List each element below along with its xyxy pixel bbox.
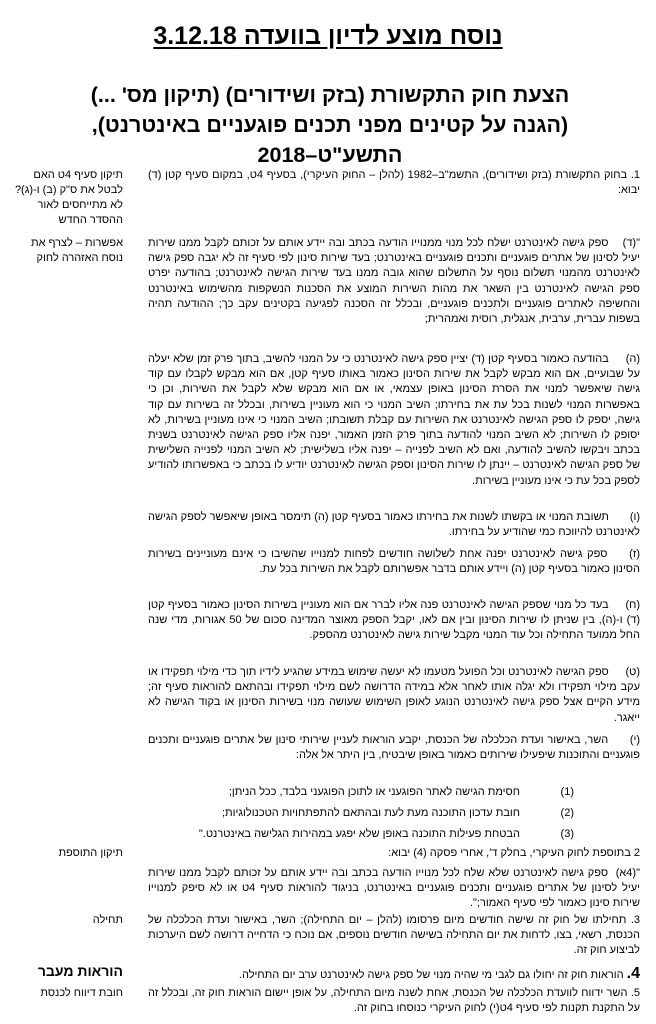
subsection-h	[148, 352, 640, 489]
subsection-text: ספק הגישה לאינטרנט וכל הפועל מטעמו לא יעשה שימוש במידע שהגיע לידיו תוך כדי מילוי תפקידו או עקב מילוי תפקידו ולא יגלה אותו לאחר אלא במידה הדרושה לשם מילוי תפקידו ובהתאם להוראות סעיף זה; מידע הקיים אצל ספק גישה לאינטרנט הנוגע לאופן השימוש שעושה מנוי בשירות הסינון או בקוד הגישה לא ייאגר.	[148, 666, 640, 724]
subsection-het	[148, 598, 640, 644]
margin-note: תחילה	[92, 914, 123, 926]
section-text: בתוספת לחוק העיקרי, בחלק ד', אחרי פסקה (4) יבוא:	[388, 847, 631, 859]
margin-note: חובת דיווח לכנסת	[40, 987, 123, 999]
subsection-text: ספק גישה לאינטרנט יפנה אחת לשלושה חודשים לפחות למנוייו שהשיבו כי אינם מעוניינים בשירות הסינון כאמור בסעיף קטן (ה) ויידע אותם בדבר אפשרותם לקבל את השירות בכל עת.	[148, 548, 640, 576]
section-number: 4.	[626, 965, 640, 982]
subsection-text: בעד כל מנוי שספק הגישה לאינטרנט פנה אליו לברר אם הוא מעוניין בשירות הסינון כאמור בסעיף קטן (ד) ו-(ה), בין שניתן לו שירות הסינון ובין אם לאו, יקבל הספק מאוצר המדינה סכום של 50 אגורות, מדי שנה החל ממועד התחילה וכל עוד המנוי מקבל שירות גישה לאינטרנט מהספק.	[148, 599, 640, 642]
section-text: בחוק התקשורת (בזק ושידורים), התשמ"ב–1982 (להלן – החוק העיקרי), בסעיף 4ט, במקום סעיף קטן (ד) יבוא:	[148, 169, 640, 197]
title-line: (הגנה על קטינים מפני תכנים פוגעניים באינטרנט),	[91, 113, 569, 137]
section-4	[148, 966, 640, 983]
section-number: 3.	[630, 914, 641, 926]
subsection-label: "(4א)	[615, 867, 640, 879]
section-2-item	[148, 866, 640, 912]
section-5	[148, 986, 640, 1016]
section-text: הוראות חוק זה יחולו גם לגבי מי שהיה מנוי של ספק גישה לאינטרנט ערב יום התחילה.	[238, 969, 624, 981]
list-item-number: (1)	[560, 786, 574, 798]
page-heading: נוסח מוצע לדיון בוועדה 3.12.18	[153, 22, 503, 50]
list-item-text: חסימת הגישה לאתר הפוגעני או לתוכן הפוגעני בלבד, ככל הניתן;	[228, 786, 520, 798]
subsection-text: בהודעה כאמור בסעיף קטן (ד) יציין ספק גישה לאינטרנט כי על המנוי להשיב, בתוך פרק זמן שלא יעלה על שבועיים, אם הוא מבקש לקבל את שירות הסינון כאמור באותו סעיף קטן, אם הוא מבקש לקבלו עם קוד גישה שיאפשר למנוי את הסרת הסינון באופן עצמאי, או אם הוא מבקש שלא לקבל את השירות, וכן כי באפשרות המנוי לשנות בכל עת את בחירתו; השיב המנוי כי הוא מעוניין בשירות, ובכלל זה בשירות עם קוד גישה, יספק לו ספק הגישה לאינטרנט את השירות עם קבלת תשובתו; השיב המנוי כי אינו מעוניין בשירות, לא יסופק לו השירות; לא השיב המנוי להודעה בתוך פרק הזמן האמור, יפנה אליו ספק הגישה לאינטרנט בשנית בכתב ויבקשו להשיב להודעה, ואם לא השיב לפנייה – יפנה אליו בשלישית; לא השיב המנוי לפנייה השלישית של ספק הגישה לאינטרנט – יינתן לו שירות הסינון וספק הגישה לאינטרנט יודיע לו בכתב כי באפשרותו להודיע לספק בכל עת כי אינו מעוניין בשירות.	[148, 353, 640, 487]
section-number: 2	[633, 847, 640, 859]
margin-note: תיקון התוספת	[58, 847, 123, 859]
title-line: הצעת חוק התקשורת (בזק ושידורים) (תיקון מס' ...)	[90, 83, 570, 107]
subsection-z	[148, 547, 640, 577]
subsection-label: (ז)	[629, 548, 640, 560]
subsection-label: (ו)	[629, 511, 640, 523]
section-3	[148, 913, 640, 959]
list-item-text: חובת עדכון התוכנה מעת לעת ובהתאם להתפתחויות הטכנולוגיות;	[221, 807, 520, 819]
margin-note: אפשרות – לצרף את נוסח האזהרה לחוק	[31, 237, 123, 264]
subsection-d	[148, 236, 640, 327]
bill-title	[30, 80, 630, 170]
subsection-text: השר, באישור ועדת הכלכלה של הכנסת, יקבע הוראות לעניין שירותי סינון של אתרים פוגעניים ותכנים פוגעניים והתוכנות שיפעילו שירותים כאמור באופן שיבטיח, בין היתר אל אלה:	[148, 734, 640, 762]
section-1-intro	[148, 168, 640, 198]
section-number: 1.	[630, 169, 640, 181]
section-number: 5.	[630, 987, 640, 999]
subsection-label: (ה)	[625, 353, 640, 365]
section-2	[148, 846, 640, 861]
list-item-text: הבטחת פעילות התוכנה באופן שלא יפגע במהירות הגלישה באינטרנט."	[198, 828, 520, 840]
subsection-y	[148, 733, 640, 763]
subsection-tet	[148, 665, 640, 726]
subsection-text: ספק גישה לאינטרנט שלא שלח לכל מנוייו הודעה בכתב ובה יידע אותם על זכותם לקבל ממנו שירות יעיל לסינון של אתרים פוגעניים ותכנים פוגעניים באינטרנט, בניגוד להוראות סעיף 4ט או לא סיפק למנוייו שירות סינון כאמור לפי סעיף האמור;".	[148, 867, 641, 910]
list-item-number: (2)	[560, 807, 574, 819]
subsection-text: ספק גישה לאינטרנט ישלח לכל מנוי ממנוייו הודעה בכתב ובה יידע אותם על זכותם לקבל ממנו שירות יעיל לסינון של אתרים פוגעניים ותכנים פוגעניים באינטרנט; בעד שירות סינון לפי סעיף זה לא יגבה ספק גישה לאינטרנט מהמנוי תשלום נוסף על התשלום שהוא גובה ממנו בעד שירות הגישה לאינטרנט; בהודעה יפרט ספק הגישה לאינטרנט בין השאר את מהות השירות המוצע את הסכנות הנשקפות מהשימוש באינטרנט והחשיפה לאתרים פוגעניים ולתכנים פוגעניים, ובכלל זה הסכנה לפגיעה בקטינים עקב כך; ההודעה תהיה בשפות עברית, ערבית, אנגלית, רוסית ואמהרית;	[148, 237, 640, 326]
subsection-v	[148, 510, 640, 540]
section-text: השר ידווח לוועדת הכלכלה של הכנסת, אחת לשנה מיום התחילה, על אופן יישום הוראות חוק זה, ובכלל זה על התקנת תקנות לפי סעיף 4ט(י) לחוק העיקרי כנוסחו בחוק זה.	[148, 987, 640, 1015]
subsection-label: (י)	[629, 734, 641, 746]
subsection-label: (ח)	[625, 599, 641, 611]
title-line: התשע"ט–2018	[257, 143, 403, 167]
margin-note: הוראות מעבר	[37, 963, 123, 979]
margin-note: תיקון סעיף 4ט האם לבטל את ס"ק (ב) ו-(ג)? לא מתייחסים לאור ההסדר החדש	[14, 169, 123, 226]
subsection-label: "(ד)	[622, 237, 640, 249]
subsection-label: (ט)	[625, 666, 640, 678]
section-text: תחילתו של חוק זה שישה חודשים מיום פרסומו (להלן – יום התחילה); השר, באישור ועדת הכלכלה של הכנסת, רשאי, בצו, לדחות את יום התחילה בשישה חודשים נוספים, אם נוכח כי הדחייה דרושה לשם היערכות לביצוע חוק זה.	[148, 914, 640, 957]
list-item-number: (3)	[560, 828, 574, 840]
subsection-text: תשובת המנוי או בקשתו לשנות את בחירתו כאמור בסעיף קטן (ה) תימסר באופן שיאפשר לספק הגישה לאינטרנט להיווכח כמי שהודיע על בחירתו.	[148, 511, 640, 539]
